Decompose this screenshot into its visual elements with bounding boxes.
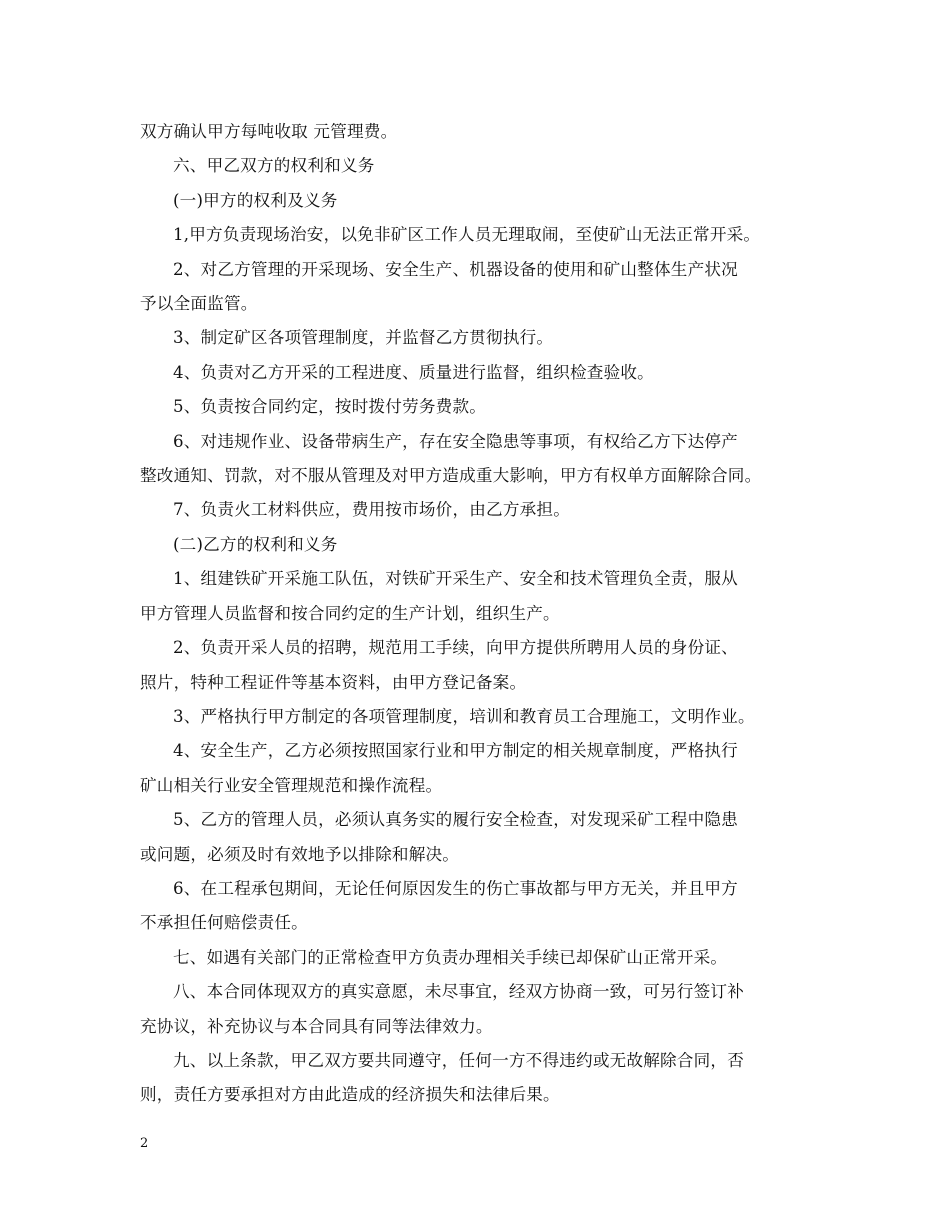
text-line: 甲方管理人员监督和按合同约定的生产计划，组织生产。: [140, 603, 560, 623]
text-line: 5、负责按合同约定，按时拨付劳务费款。: [173, 397, 487, 417]
text-line: 3、严格执行甲方制定的各项管理制度，培训和教育员工合理施工，文明作业。: [173, 706, 755, 726]
text-line: 2、对乙方管理的开采现场、安全生产、机器设备的使用和矿山整体生产状况: [173, 259, 738, 279]
text-line: 八、本合同体现双方的真实意愿，未尽事宜，经双方协商一致，可另行签订补: [173, 982, 744, 1002]
text-line: 整改通知、罚款，对不服从管理及对甲方造成重大影响，甲方有权单方面解除合同。: [140, 466, 762, 486]
text-line: 照片，特种工程证件等基本资料，由甲方登记备案。: [140, 672, 527, 692]
text-line: (二)乙方的权利和义务: [173, 534, 338, 554]
text-line: 6、在工程承包期间，无论任何原因发生的伤亡事故都与甲方无关，并且甲方: [173, 878, 738, 898]
text-line: 5、乙方的管理人员，必须认真务实的履行安全检查，对发现采矿工程中隐患: [173, 810, 738, 830]
page-number: 2: [140, 1136, 149, 1151]
text-line: 或问题，必须及时有效地予以排除和解决。: [140, 844, 460, 864]
text-line: 1,甲方负责现场治安，以免非矿区工作人员无理取闹，至使矿山无法正常开采。: [173, 225, 761, 245]
text-line: 7、负责火工材料供应，费用按市场价，由乙方承担。: [173, 500, 571, 520]
text-line: (一)甲方的权利及义务: [173, 190, 338, 210]
contract-body-text: [140, 115, 820, 1113]
text-line: 九、以上条款，甲乙双方要共同遵守，任何一方不得违约或无故解除合同，否: [173, 1050, 744, 1070]
text-line: 双方确认甲方每吨收取 元管理费。: [140, 122, 398, 141]
text-line: 予以全面监管。: [140, 294, 258, 314]
text-line: 1、组建铁矿开采施工队伍，对铁矿开采生产、安全和技术管理负全责，服从: [173, 569, 738, 589]
text-line: 不承担任何赔偿责任。: [140, 913, 308, 933]
text-line: 矿山相关行业安全管理规范和操作流程。: [140, 775, 443, 795]
text-line: 2、负责开采人员的招聘，规范用工手续，向甲方提供所聘用人员的身份证、: [173, 638, 738, 658]
text-line: 则，责任方要承担对方由此造成的经济损失和法律后果。: [140, 1085, 560, 1105]
text-line: 六、甲乙双方的权利和义务: [173, 156, 375, 176]
text-line: 3、制定矿区各项管理制度，并监督乙方贯彻执行。: [173, 328, 554, 348]
text-line: 七、如遇有关部门的正常检查甲方负责办理相关手续已却保矿山正常开采。: [173, 947, 728, 967]
text-line: 充协议，补充协议与本合同具有同等法律效力。: [140, 1016, 493, 1036]
text-line: 4、负责对乙方开采的工程进度、质量进行监督，组织检查验收。: [173, 362, 654, 382]
text-line: 6、对违规作业、设备带病生产，存在安全隐患等事项，有权给乙方下达停产: [173, 431, 738, 451]
text-line: 4、安全生产，乙方必须按照国家行业和甲方制定的相关规章制度，严格执行: [173, 741, 738, 761]
